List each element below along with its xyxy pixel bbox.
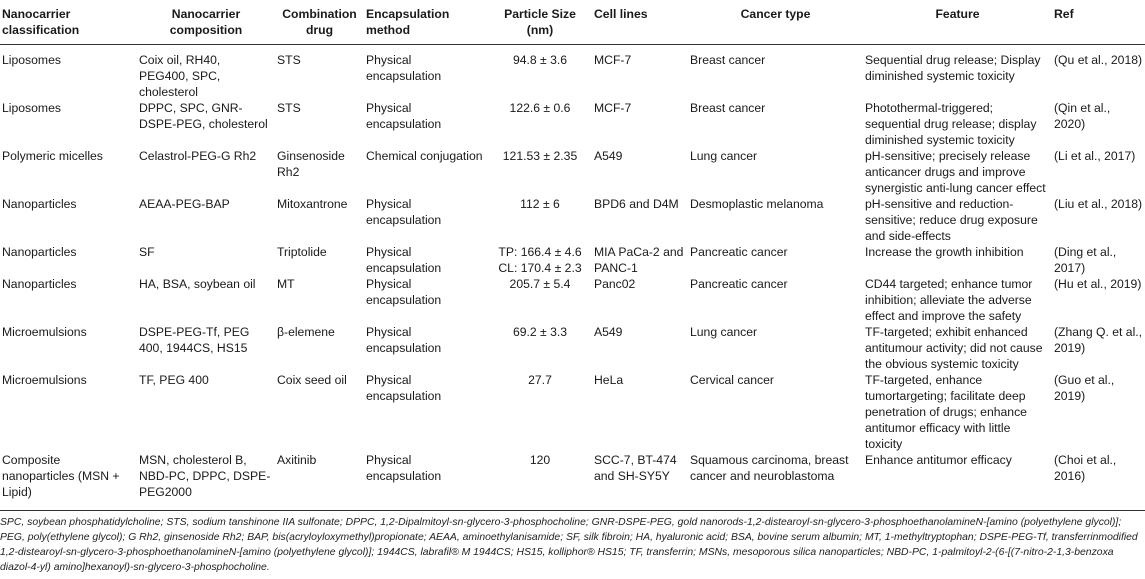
cell-method: Physical encapsulation	[366, 325, 442, 355]
cell-size: 94.8 ± 3.6	[512, 53, 568, 67]
header-feature: Feature	[863, 0, 1052, 45]
table-row	[0, 372, 1145, 452]
table-row	[0, 324, 1145, 372]
cell-classification: Composite nanoparticles (MSN + Lipid)	[0, 452, 137, 511]
cell-size: 27.7	[528, 373, 552, 387]
cell-size: 205.7 ± 5.4	[509, 277, 571, 291]
cell-cancer: Breast cancer	[690, 101, 766, 115]
cell-cancer: Pancreatic cancer	[690, 277, 788, 291]
cell-composition: Celastrol-PEG-G Rh2	[139, 149, 257, 163]
cell-classification: Nanoparticles	[2, 245, 77, 259]
cell-composition: AEAA-PEG-BAP	[139, 197, 230, 211]
cell-composition: DPPC, SPC, GNR-DSPE-PEG, cholesterol	[139, 101, 268, 131]
table-row	[0, 148, 1145, 196]
cell-classification: Polymeric micelles	[2, 149, 103, 163]
table-row	[0, 452, 1145, 511]
cell-feature: Increase the growth inhibition	[865, 245, 1024, 259]
cell-method: Physical encapsulation	[366, 53, 442, 83]
cell-feature: pH-sensitive; precisely release anticancer drugs and improve synergistic anti-lung cancer effect	[865, 149, 1046, 195]
cell-composition: DSPE-PEG-Tf, PEG 400, 1944CS, HS15	[139, 325, 250, 355]
cell-composition: MSN, cholesterol B, NBD-PC, DPPC, DSPE-PEG2000	[137, 452, 275, 511]
cell-feature: TF-targeted; exhibit enhanced antitumour activity; did not cause the obvious systemic toxicity	[865, 325, 1043, 371]
cell-ref: (Choi et al., 2016)	[1052, 452, 1145, 511]
cell-drug: Triptolide	[277, 245, 327, 259]
cell-cancer: Desmoplastic melanoma	[690, 197, 824, 211]
header-ref: Ref	[1052, 0, 1145, 45]
cell-cells: HeLa	[594, 373, 624, 387]
cell-drug: Axitinib	[275, 452, 364, 511]
header-size: Particle Size (nm)	[488, 0, 592, 45]
cell-feature: pH-sensitive and reduction-sensitive; reduce drug exposure and side-effects	[865, 197, 1038, 243]
cell-feature: Enhance antitumor efficacy	[863, 452, 1052, 511]
cell-drug: STS	[277, 101, 301, 115]
header-composition: Nanocarrier composition	[137, 0, 275, 45]
cell-method: Physical encapsulation	[366, 373, 442, 403]
cell-drug: Ginsenoside Rh2	[277, 149, 345, 179]
cell-cancer: Squamous carcinoma, breast cancer and neuroblastoma	[688, 452, 863, 511]
cell-composition: Coix oil, RH40, PEG400, SPC, cholesterol	[139, 53, 221, 99]
header-method: Encapsulation method	[364, 0, 488, 45]
cell-size: 120	[488, 452, 592, 511]
cell-size: 122.6 ± 0.6	[509, 101, 571, 115]
cell-feature: Sequential drug release; Display diminished systemic toxicity	[865, 53, 1041, 83]
table-row	[0, 45, 1145, 101]
header-drug: Combination drug	[275, 0, 364, 45]
table-row	[0, 100, 1145, 148]
cell-cells: MCF-7	[594, 53, 632, 67]
cell-composition: TF, PEG 400	[139, 373, 209, 387]
cell-ref: (Qu et al., 2018)	[1054, 53, 1143, 67]
cell-classification: Nanoparticles	[2, 277, 77, 291]
header-row	[0, 0, 1145, 45]
cell-cells: BPD6 and D4M	[594, 197, 679, 211]
header-classification: Nanocarrier classification	[0, 0, 137, 45]
table-row	[0, 196, 1145, 244]
cell-size: 69.2 ± 3.3	[512, 325, 568, 339]
header-cells: Cell lines	[592, 0, 688, 45]
cell-size: 112 ± 6	[520, 197, 560, 211]
cell-drug: Mitoxantrone	[277, 197, 348, 211]
cell-cells: A549	[594, 149, 623, 163]
table-body	[0, 45, 1145, 511]
cell-feature: CD44 targeted; enhance tumor inhibition; alleviate the adverse effect and improve the safety	[865, 277, 1033, 323]
cell-ref: (Guo et al., 2019)	[1054, 373, 1115, 403]
table-row	[0, 244, 1145, 276]
cell-classification: Microemulsions	[2, 373, 87, 387]
table-footnote: SPC, soybean phosphatidylcholine; STS, sodium tanshinone IIA sulfonate; DPPC, 1,2-Dipalmitoyl-sn-glycero-3-phosphocholine; GNR-DSPE-PEG, gold nanorods-1,2-distearoyl-sn-glycero-3-phosphoethanolamineN-[amino (polyethylene glycol)]; PEG, poly(ethylene glycol); G Rh2, ginsenoside Rh2; BAP, bis(acryloyloxymethyl)propionate; AEAA, aminoethylanisamide; SF, silk fibroin; HA, hyaluronic acid; BSA, bovine serum albumin; MT, 1-methyltryptophan; DSPE-PEG-Tf, transferrinmodified 1,2-distearoyl-sn-glycero-3-phosphoethanolamineN-[amino (polyethylene glycol)]; 1944CS, labrafil® M 1944CS; HS15, kolliphor® HS15; TF, transferrin; MSNs, mesoporous silica nanoparticles; NBD-PC, 1-palmitoyl-2-(6-[(7-nitro-2-1,3-benzoxa diazol-4-yl) amino]hexanoyl)-sn-glycero-3-phosphocholine.	[0, 517, 1138, 573]
cell-cancer: Lung cancer	[690, 325, 758, 339]
table-row	[0, 276, 1145, 324]
cell-composition: SF	[139, 245, 155, 259]
cell-cancer: Pancreatic cancer	[690, 245, 788, 259]
cell-feature: TF-targeted, enhance tumortargeting; facilitate deep penetration of drugs; enhance antitumor efficacy with little toxicity	[865, 373, 1027, 451]
cell-ref: (Zhang Q. et al., 2019)	[1054, 325, 1143, 355]
cell-size: 121.53 ± 2.35	[502, 149, 578, 163]
cell-drug: β-elemene	[277, 325, 335, 339]
cell-ref: (Hu et al., 2019)	[1054, 277, 1142, 291]
cell-classification: Liposomes	[2, 101, 61, 115]
cell-ref: (Qin et al., 2020)	[1054, 101, 1111, 131]
cell-cancer: Breast cancer	[690, 53, 766, 67]
cell-feature: Photothermal-triggered; sequential drug release; display diminished systemic toxicity	[865, 101, 1037, 147]
cell-method: Physical encapsulation	[366, 277, 442, 307]
header-cancer: Cancer type	[688, 0, 863, 45]
cell-classification: Nanoparticles	[2, 197, 77, 211]
cell-cells: MCF-7	[594, 101, 632, 115]
cell-cells: MIA PaCa-2 and PANC-1	[594, 245, 684, 275]
cell-classification: Liposomes	[2, 53, 61, 67]
cell-cells: Panc02	[594, 277, 636, 291]
cell-cells: A549	[594, 325, 623, 339]
cell-ref: (Li et al., 2017)	[1054, 149, 1136, 163]
cell-classification: Microemulsions	[2, 325, 87, 339]
cell-method: Physical encapsulation	[366, 197, 442, 227]
cell-cells: SCC-7, BT-474 and SH-SY5Y	[592, 452, 688, 511]
cell-cancer: Lung cancer	[690, 149, 758, 163]
cell-composition: HA, BSA, soybean oil	[139, 277, 256, 291]
cell-ref: (Ding et al., 2017)	[1054, 245, 1117, 275]
cell-drug: STS	[277, 53, 301, 67]
cell-method: Physical encapsulation	[366, 101, 442, 131]
cell-cancer: Cervical cancer	[690, 373, 774, 387]
cell-drug: MT	[277, 277, 295, 291]
cell-ref: (Liu et al., 2018)	[1054, 197, 1143, 211]
cell-size: TP: 166.4 ± 4.6 CL: 170.4 ± 2.3	[498, 245, 582, 275]
cell-method: Chemical conjugation	[366, 149, 483, 163]
cell-drug: Coix seed oil	[277, 373, 347, 387]
cell-method: Physical encapsulation	[366, 245, 442, 275]
cell-method: Physical encapsulation	[364, 452, 488, 511]
